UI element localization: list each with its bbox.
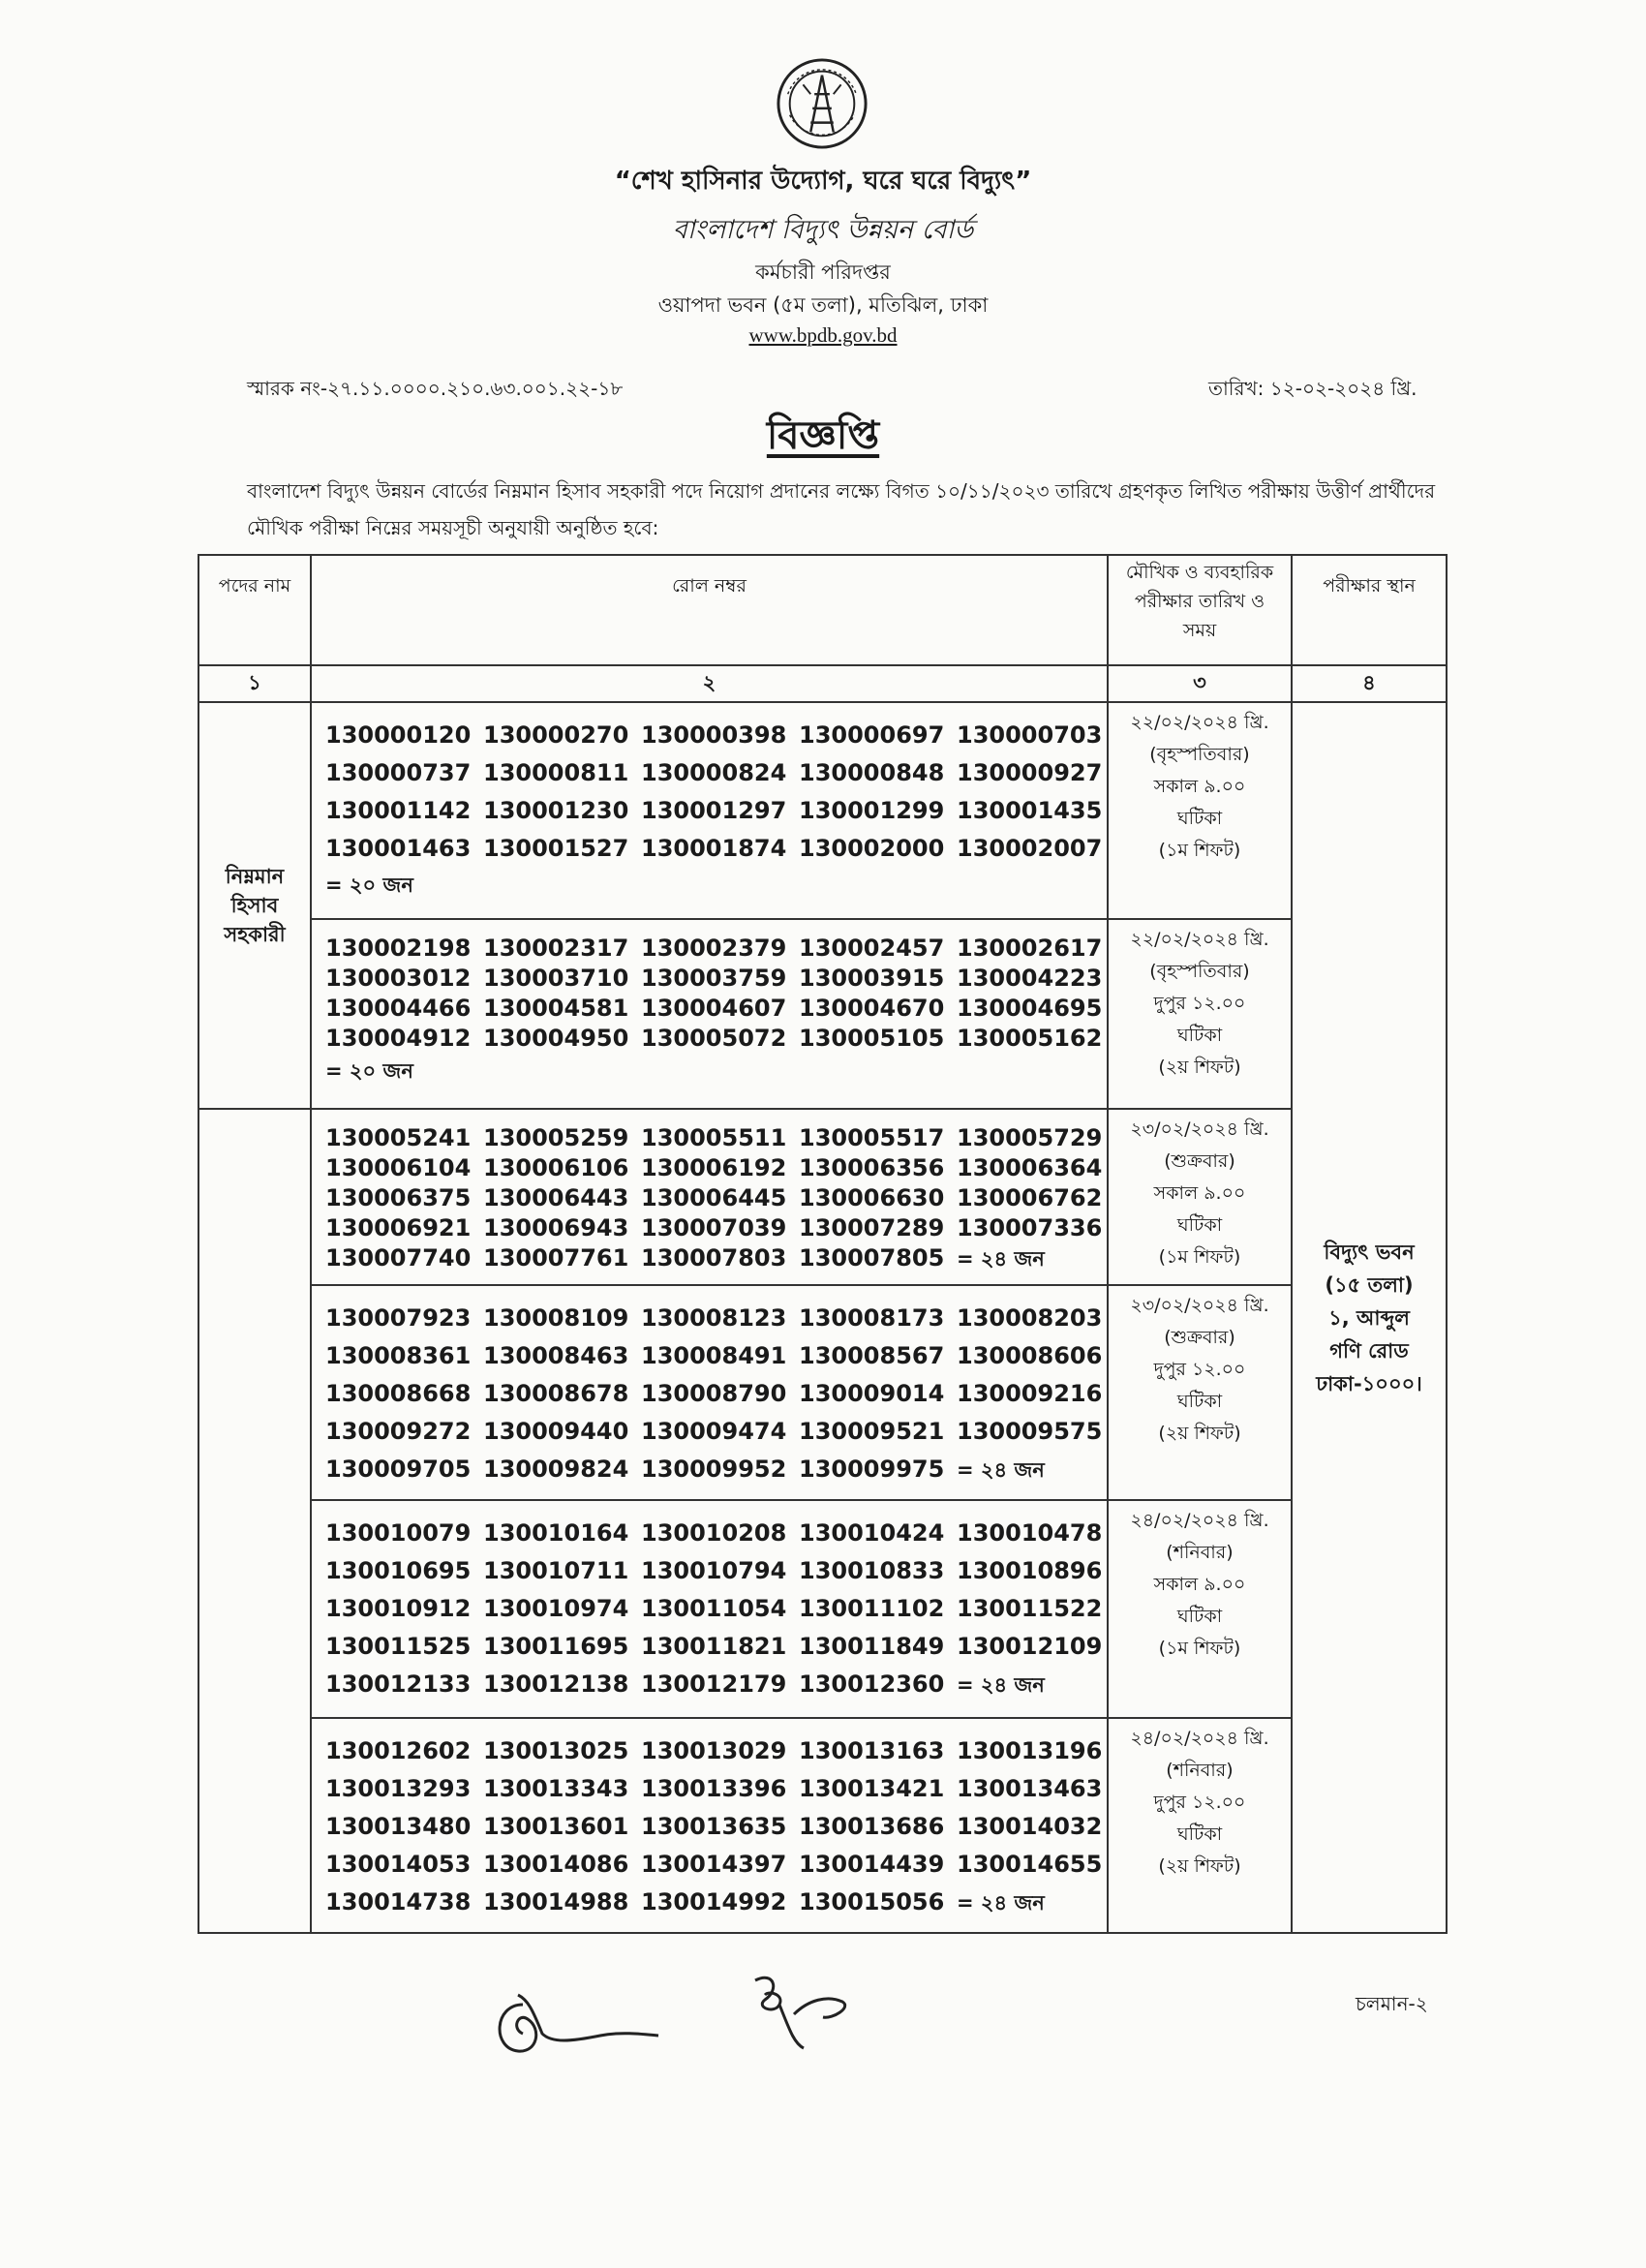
roll-number: 130013343: [483, 1775, 629, 1802]
roll-number: 130010164: [483, 1519, 629, 1547]
schedule-shift: (১ম শিফট): [1158, 1246, 1241, 1268]
roll-line: [325, 1213, 1103, 1243]
roll-numbers-cell: [311, 1718, 1108, 1933]
roll-number: 130010695: [325, 1557, 472, 1584]
schedule-time: দুপুর ১২.০০: [1153, 1359, 1246, 1380]
roll-number: 130007805: [799, 1244, 945, 1272]
roll-number: 130009575: [957, 1418, 1103, 1445]
roll-number: 130010833: [799, 1557, 945, 1584]
roll-number: 130014992: [641, 1888, 787, 1916]
roll-number: 130001874: [641, 835, 787, 862]
roll-number: 130002379: [641, 935, 787, 962]
roll-line: [325, 792, 1103, 830]
roll-number: 130013421: [799, 1775, 945, 1802]
roll-number: 130006921: [325, 1214, 472, 1241]
schedule-unit: ঘটিকা: [1176, 808, 1223, 829]
roll-line: [325, 754, 1103, 792]
roll-number: 130010079: [325, 1519, 472, 1547]
bpdb-logo-icon: [775, 56, 869, 151]
roll-number: 130008567: [799, 1342, 945, 1369]
roll-line: [325, 1413, 1103, 1451]
roll-number: 130011849: [799, 1633, 945, 1660]
roll-number: 130000811: [483, 759, 629, 786]
header-post: পদের নাম: [198, 555, 311, 665]
roll-number: 130009824: [483, 1456, 629, 1483]
roll-number: 130012138: [483, 1670, 629, 1698]
roll-number: 130002317: [483, 935, 629, 962]
schedule-day: (শুক্রবার): [1164, 1150, 1235, 1172]
roll-line: [325, 830, 1103, 868]
schedule-day: (শনিবার): [1166, 1760, 1234, 1781]
roll-number: 130008361: [325, 1342, 472, 1369]
signature-2-icon: [736, 1961, 871, 2058]
col-index-4: ৪: [1292, 665, 1447, 702]
roll-number: 130004670: [799, 995, 945, 1022]
roll-line: [325, 1153, 1103, 1183]
roll-number: 130004912: [325, 1025, 472, 1052]
roll-line: [325, 1243, 1093, 1274]
roll-number: 130009216: [957, 1380, 1103, 1407]
roll-number: 130012360: [799, 1670, 945, 1698]
roll-number: 130001527: [483, 835, 629, 862]
roll-number: 130008123: [641, 1304, 787, 1332]
roll-number: 130003012: [325, 965, 472, 992]
roll-number: 130014053: [325, 1851, 472, 1878]
roll-number: 130005072: [641, 1025, 787, 1052]
intro-paragraph: বাংলাদেশ বিদ্যুৎ উন্নয়ন বোর্ডের নিম্নমান হিসাব সহকারী পদে নিয়োগ প্রদানের লক্ষ্যে বিগত ১০/১১/২০২৩ তারিখে গ্রহণকৃত লিখিত পরীক্ষায় উত্তীর্ণ প্রার্থীদের মৌখিক পরীক্ষা নিম্নের সময়সূচী অনুযায়ী অনুষ্ঠিত হবে:: [247, 479, 1436, 539]
roll-number: 130001230: [483, 797, 629, 824]
schedule-unit: ঘটিকা: [1176, 1824, 1223, 1845]
schedule-day: (বৃহস্পতিবার): [1149, 744, 1250, 765]
roll-number: 130002457: [799, 935, 945, 962]
roll-number: 130011821: [641, 1633, 787, 1660]
roll-number: 130009521: [799, 1418, 945, 1445]
roll-number: 130013635: [641, 1813, 787, 1840]
roll-number: 130000927: [957, 759, 1103, 786]
roll-number: 130003710: [483, 965, 629, 992]
roll-number: 130008463: [483, 1342, 629, 1369]
schedule-shift: (১ম শিফট): [1158, 1638, 1241, 1659]
roll-number: 130010711: [483, 1557, 629, 1584]
schedule-shift: (১ম শিফট): [1158, 840, 1241, 861]
roll-number: 130013029: [641, 1737, 787, 1764]
roll-number: 130011695: [483, 1633, 629, 1660]
roll-number: 130010912: [325, 1595, 472, 1622]
roll-number: 130008790: [641, 1380, 787, 1407]
roll-number: 130013293: [325, 1775, 472, 1802]
batch-row: [198, 1285, 1447, 1500]
schedule-unit: ঘটিকা: [1176, 1025, 1223, 1046]
post-name: নিম্নমান হিসাব সহকারী: [224, 865, 286, 946]
department-name: কর্মচারী পরিদপ্তর: [755, 261, 891, 284]
roll-number: 130010424: [799, 1519, 945, 1547]
roll-number: 130013463: [957, 1775, 1103, 1802]
roll-number: 130009975: [799, 1456, 945, 1483]
date-time-cell: [1108, 919, 1292, 1109]
col-index-2: ২: [311, 665, 1108, 702]
roll-number: 130005517: [799, 1124, 945, 1151]
roll-number: 130010208: [641, 1519, 787, 1547]
roll-number: 130004607: [641, 995, 787, 1022]
roll-number: 130013196: [957, 1737, 1103, 1764]
roll-number: 130001299: [799, 797, 945, 824]
roll-line: [325, 1552, 1103, 1590]
roll-number: 130001463: [325, 835, 472, 862]
roll-number: 130012179: [641, 1670, 787, 1698]
batch-row: [198, 1109, 1447, 1285]
roll-number: 130014439: [799, 1851, 945, 1878]
batch-total: = ২০ জন: [325, 873, 413, 897]
roll-number: 130006106: [483, 1154, 629, 1181]
roll-number: 130006192: [641, 1154, 787, 1181]
roll-number: 130006104: [325, 1154, 472, 1181]
venue-cell: [1292, 702, 1447, 1933]
website-link[interactable]: www.bpdb.gov.bd: [748, 323, 898, 347]
schedule-unit: ঘটিকা: [1176, 1214, 1223, 1236]
schedule-date: ২২/০২/২০২৪ খ্রি.: [1130, 712, 1269, 733]
schedule-date: ২৩/০২/২০২৪ খ্রি.: [1130, 1295, 1269, 1316]
roll-line: [325, 1732, 1103, 1770]
col-index-3: ৩: [1108, 665, 1292, 702]
col-index-1: ১: [198, 665, 311, 702]
batch-row: [198, 702, 1447, 919]
roll-line: [325, 994, 1103, 1024]
roll-number: 130004223: [957, 965, 1103, 992]
roll-number: 130006375: [325, 1184, 472, 1211]
roll-number: 130006364: [957, 1154, 1103, 1181]
roll-number: 130009014: [799, 1380, 945, 1407]
schedule-unit: ঘটিকা: [1176, 1606, 1223, 1627]
roll-number: 130009272: [325, 1418, 472, 1445]
issue-date: তারিখ: ১২-০২-২০২৪ খ্রি.: [1208, 377, 1417, 400]
roll-number: 130013686: [799, 1813, 945, 1840]
schedule-date: ২৪/০২/২০২৪ খ্রি.: [1130, 1510, 1269, 1531]
roll-number: 130002617: [957, 935, 1103, 962]
header-venue: পরীক্ষার স্থান: [1292, 555, 1447, 665]
roll-number: 130013480: [325, 1813, 472, 1840]
schedule-day: (বৃহস্পতিবার): [1149, 961, 1250, 982]
roll-number: 130010794: [641, 1557, 787, 1584]
roll-number: 130006356: [799, 1154, 945, 1181]
roll-number: 130013163: [799, 1737, 945, 1764]
roll-number: 130004950: [483, 1025, 629, 1052]
roll-line: [325, 1590, 1103, 1628]
batch-total: = ২৪ জন: [957, 1247, 1045, 1271]
roll-number: 130004466: [325, 995, 472, 1022]
batch-total: = ২৪ জন: [957, 1673, 1045, 1697]
roll-line: [325, 1300, 1103, 1337]
roll-number: 130001435: [957, 797, 1103, 824]
office-address: ওয়াপদা ভবন (৫ম তলা), মতিঝিল, ঢাকা: [657, 293, 989, 317]
roll-number: 130007740: [325, 1244, 472, 1272]
roll-number: 130007336: [957, 1214, 1103, 1241]
roll-line: [325, 1884, 1093, 1922]
roll-number: 130011054: [641, 1595, 787, 1622]
notice-title: বিজ্ঞপ্তি: [766, 414, 880, 458]
roll-number: 130001297: [641, 797, 787, 824]
roll-numbers-cell: [311, 919, 1108, 1109]
roll-number: 130013025: [483, 1737, 629, 1764]
roll-number: 130006443: [483, 1184, 629, 1211]
roll-number: 130007923: [325, 1304, 472, 1332]
roll-number: 130007289: [799, 1214, 945, 1241]
roll-number: 130008173: [799, 1304, 945, 1332]
roll-numbers-cell: [311, 1109, 1108, 1285]
roll-number: 130000120: [325, 721, 472, 749]
roll-number: 130000848: [799, 759, 945, 786]
roll-number: 130011525: [325, 1633, 472, 1660]
roll-number: 130008678: [483, 1380, 629, 1407]
roll-number: 130005162: [957, 1025, 1103, 1052]
batch-total: = ২৪ জন: [957, 1891, 1045, 1915]
roll-number: 130000398: [641, 721, 787, 749]
schedule-shift: (২য় শিফট): [1158, 1855, 1241, 1877]
signature-1-icon: [484, 1976, 678, 2063]
roll-line: [325, 1808, 1103, 1846]
roll-number: 130010478: [957, 1519, 1103, 1547]
post-name-cell-cont: [198, 1109, 311, 1933]
roll-number: 130014655: [957, 1851, 1103, 1878]
roll-line: [325, 964, 1103, 994]
date-time-cell: [1108, 1718, 1292, 1933]
batch-row: [198, 1718, 1447, 1933]
memo-number: স্মারক নং-২৭.১১.০০০০.২১০.৬৩.০০১.২২-১৮: [247, 377, 624, 400]
roll-number: 130014738: [325, 1888, 472, 1916]
roll-number: 130009952: [641, 1456, 787, 1483]
date-time-cell: [1108, 1109, 1292, 1285]
roll-line: [325, 1846, 1103, 1884]
roll-number: 130012133: [325, 1670, 472, 1698]
roll-number: 130006630: [799, 1184, 945, 1211]
roll-line: [325, 1628, 1103, 1666]
date-time-cell: [1108, 702, 1292, 919]
roll-number: 130005511: [641, 1124, 787, 1151]
roll-line: [325, 1451, 1093, 1489]
schedule-time: সকাল ৯.০০: [1153, 1574, 1246, 1595]
roll-number: 130000824: [641, 759, 787, 786]
roll-number: 130013396: [641, 1775, 787, 1802]
roll-number: 130011102: [799, 1595, 945, 1622]
roll-number: 130014397: [641, 1851, 787, 1878]
roll-number: 130012602: [325, 1737, 472, 1764]
roll-number: 130010896: [957, 1557, 1103, 1584]
roll-number: 130009474: [641, 1418, 787, 1445]
viva-schedule-table: [198, 554, 1448, 1934]
roll-line: [325, 1337, 1103, 1375]
roll-line: [325, 1770, 1103, 1808]
roll-number: 130010974: [483, 1595, 629, 1622]
roll-number: 130015056: [799, 1888, 945, 1916]
date-time-cell: [1108, 1285, 1292, 1500]
schedule-date: ২৩/০২/২০২৪ খ্রি.: [1130, 1119, 1269, 1140]
roll-line: [325, 1024, 1103, 1054]
roll-number: 130004695: [957, 995, 1103, 1022]
roll-number: 130000270: [483, 721, 629, 749]
slogan: “শেখ হাসিনার উদ্যোগ, ঘরে ঘরে বিদ্যুৎ”: [614, 167, 1032, 196]
continued-page-note: চলমান-২: [1356, 1992, 1428, 2015]
schedule-time: সকাল ৯.০০: [1153, 1182, 1246, 1204]
roll-numbers-cell: [311, 1500, 1108, 1718]
roll-number: 130009440: [483, 1418, 629, 1445]
roll-number: 130000737: [325, 759, 472, 786]
roll-number: 130014988: [483, 1888, 629, 1916]
roll-number: 130003915: [799, 965, 945, 992]
roll-number: 130008491: [641, 1342, 787, 1369]
schedule-shift: (২য় শিফট): [1158, 1423, 1241, 1444]
roll-number: 130008606: [957, 1342, 1103, 1369]
roll-number: 130014032: [957, 1813, 1103, 1840]
roll-line: [325, 1183, 1103, 1213]
schedule-day: (শুক্রবার): [1164, 1327, 1235, 1348]
roll-line: [325, 1123, 1103, 1153]
roll-number: 130009705: [325, 1456, 472, 1483]
roll-line: [325, 1375, 1103, 1413]
roll-line: [325, 934, 1103, 964]
date-time-cell: [1108, 1500, 1292, 1718]
batch-total: = ২০ জন: [325, 1059, 413, 1083]
roll-number: 130000697: [799, 721, 945, 749]
schedule-unit: ঘটিকা: [1176, 1391, 1223, 1412]
roll-number: 130008109: [483, 1304, 629, 1332]
roll-number: 130006445: [641, 1184, 787, 1211]
roll-number: 130008203: [957, 1304, 1103, 1332]
roll-number: 130004581: [483, 995, 629, 1022]
roll-number: 130007761: [483, 1244, 629, 1272]
roll-number: 130008668: [325, 1380, 472, 1407]
roll-number: 130011522: [957, 1595, 1103, 1622]
batch-total: = ২৪ জন: [957, 1458, 1045, 1482]
schedule-time: দুপুর ১২.০০: [1153, 993, 1246, 1014]
roll-line: [325, 717, 1103, 754]
roll-number: 130006943: [483, 1214, 629, 1241]
roll-number: 130002007: [957, 835, 1103, 862]
schedule-date: ২২/০২/২০২৪ খ্রি.: [1130, 929, 1269, 950]
batch-row: [198, 919, 1447, 1109]
schedule-time: দুপুর ১২.০০: [1153, 1792, 1246, 1813]
roll-line: [325, 1515, 1103, 1552]
roll-numbers-cell: [311, 1285, 1108, 1500]
roll-number: 130003759: [641, 965, 787, 992]
post-name-cell: [198, 702, 311, 1109]
roll-number: 130013601: [483, 1813, 629, 1840]
roll-number: 130014086: [483, 1851, 629, 1878]
roll-number: 130012109: [957, 1633, 1103, 1660]
header-date-time: মৌখিক ও ব্যবহারিক পরীক্ষার তারিখ ও সময়: [1108, 555, 1292, 665]
roll-number: 130002198: [325, 935, 472, 962]
roll-number: 130000703: [957, 721, 1103, 749]
schedule-day: (শনিবার): [1166, 1542, 1234, 1563]
roll-number: 130005729: [957, 1124, 1103, 1151]
roll-number: 130007039: [641, 1214, 787, 1241]
schedule-time: সকাল ৯.০০: [1153, 776, 1246, 797]
roll-number: 130007803: [641, 1244, 787, 1272]
venue-text: বিদ্যুৎ ভবন (১৫ তলা) ১, আব্দুল গণি রোড ঢাকা-১০০০।: [1316, 1240, 1422, 1395]
roll-number: 130006762: [957, 1184, 1103, 1211]
batch-row: [198, 1500, 1447, 1718]
roll-number: 130002000: [799, 835, 945, 862]
roll-number: 130005105: [799, 1025, 945, 1052]
schedule-date: ২৪/০২/২০২৪ খ্রি.: [1130, 1728, 1269, 1749]
roll-number: 130005259: [483, 1124, 629, 1151]
roll-number: 130005241: [325, 1124, 472, 1151]
roll-number: 130001142: [325, 797, 472, 824]
schedule-shift: (২য় শিফট): [1158, 1057, 1241, 1078]
roll-numbers-cell: [311, 702, 1108, 919]
organization-name: বাংলাদেশ বিদ্যুৎ উন্নয়ন বোর্ড: [672, 215, 974, 245]
header-roll: রোল নম্বর: [311, 555, 1108, 665]
roll-line: [325, 1666, 1093, 1704]
